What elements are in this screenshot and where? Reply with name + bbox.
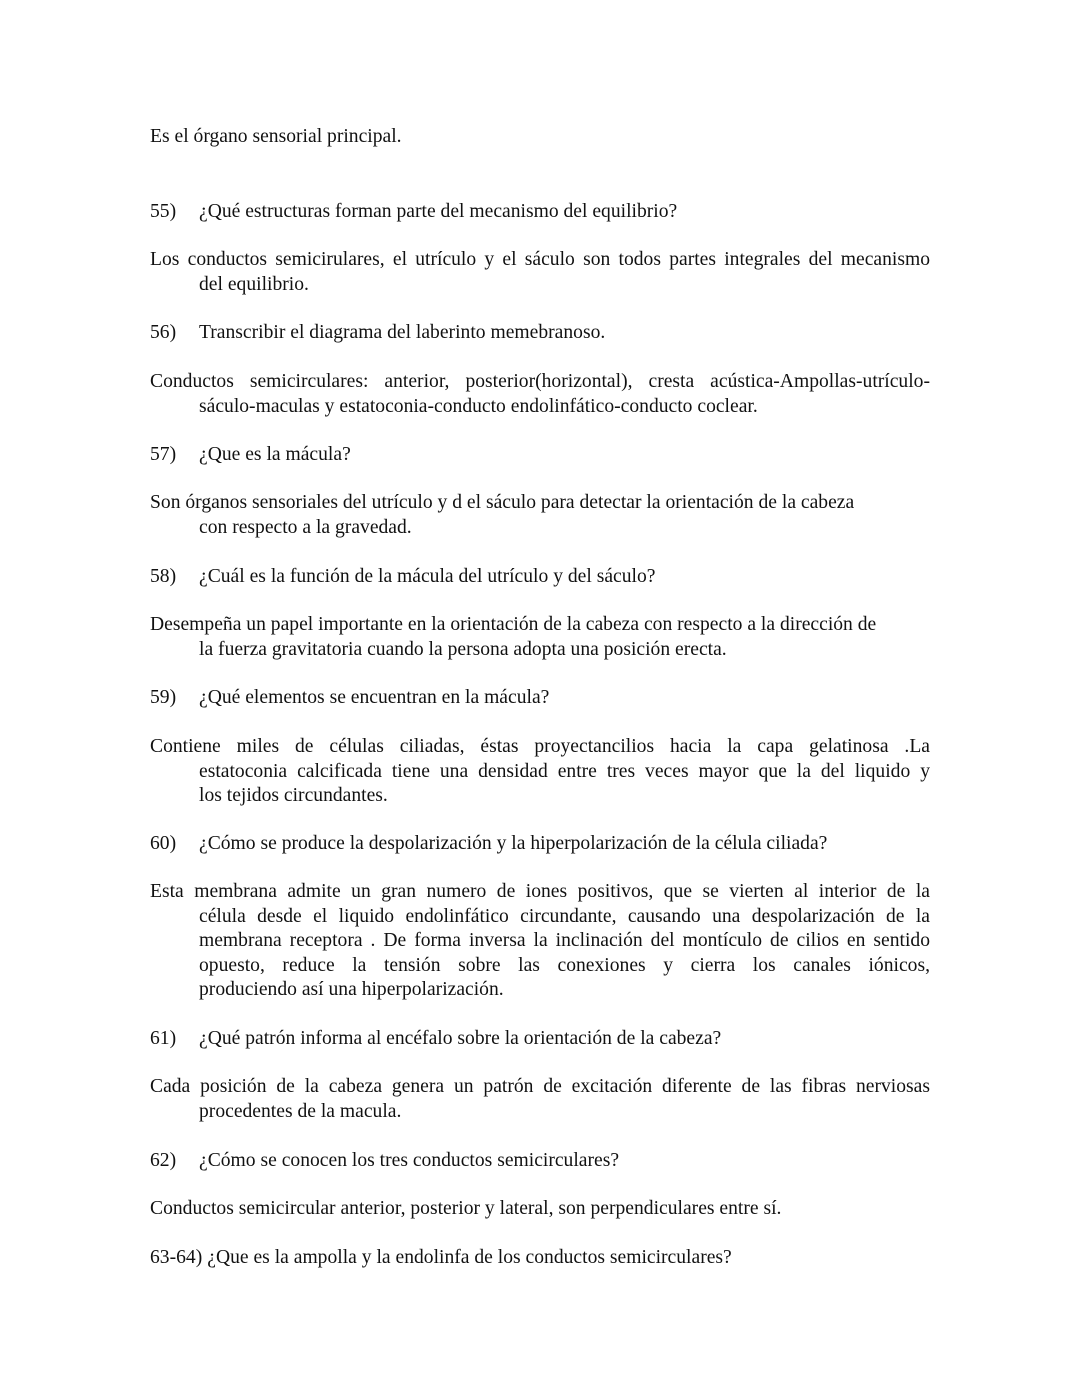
answer-line: Desempeña un papel importante en la orientación de la cabeza con respecto a la dirección de — [150, 614, 877, 635]
question-number: 55) — [150, 201, 177, 222]
answer-line: Es el órgano sensorial principal. — [150, 126, 402, 147]
answer-line: Cada posición de la cabeza genera un patrón de excitación diferente de las fibras nerviosas — [150, 1076, 930, 1097]
question-line — [150, 1149, 930, 1174]
question-text: ¿Cuál es la función de la mácula del utrículo y del sáculo? — [199, 566, 656, 587]
answer-paragraph — [150, 613, 930, 662]
answer-line: Contiene miles de células ciliadas, éstas proyectancilios hacia la capa gelatinosa .La — [150, 736, 930, 757]
answer-line: Conductos semicirculares: anterior, posterior(horizontal), cresta acústica-Ampollas-utrículo- — [150, 371, 930, 392]
question-heading — [150, 200, 930, 225]
answer-paragraph — [150, 1075, 930, 1124]
question-text: ¿Que es la ampolla y la endolinfa de los conductos semicirculares? — [207, 1247, 732, 1268]
answer-paragraph — [150, 735, 930, 809]
question-heading — [150, 832, 930, 857]
answer-paragraph — [150, 248, 930, 297]
question-number: 60) — [150, 833, 177, 854]
question-text: ¿Cómo se produce la despolarización y la hiperpolarización de la célula ciliada? — [199, 833, 828, 854]
answer-line: Esta membrana admite un gran numero de iones positivos, que se vierten al interior de la — [150, 881, 930, 902]
answer-line: los tejidos circundantes. — [199, 785, 388, 807]
question-heading — [150, 1149, 930, 1174]
question-number: 58) — [150, 566, 177, 587]
question-line — [150, 565, 930, 590]
question-line — [150, 686, 930, 711]
question-text: Transcribir el diagrama del laberinto memebranoso. — [199, 322, 606, 343]
question-line — [150, 443, 930, 468]
answer-line: del equilibrio. — [199, 273, 309, 295]
question-heading — [150, 686, 930, 711]
question-number: 56) — [150, 322, 177, 343]
answer-line: Conductos semicircular anterior, posterior y lateral, son perpendiculares entre sí. — [150, 1198, 782, 1219]
answer-line: opuesto, reduce la tensión sobre las conexiones y cierra los canales iónicos, — [199, 954, 930, 976]
question-text: ¿Qué estructuras forman parte del mecanismo del equilibrio? — [199, 201, 678, 222]
answer-line: produciendo así una hiperpolarización. — [199, 979, 504, 1001]
answer-line: célula desde el liquido endolinfático circundante, causando una despolarización de la — [199, 905, 930, 927]
answer-line: membrana receptora . De forma inversa la inclinación del montículo de cilios en sentido — [199, 930, 930, 952]
question-number: 57) — [150, 444, 177, 465]
question-number: 62) — [150, 1150, 177, 1171]
question-number: 63-64) — [150, 1247, 203, 1268]
question-text: ¿Cómo se conocen los tres conductos semicirculares? — [199, 1150, 620, 1171]
question-line — [150, 321, 930, 346]
question-heading — [150, 565, 930, 590]
answer-paragraph — [150, 125, 930, 150]
question-number: 59) — [150, 687, 177, 708]
question-heading — [150, 1246, 930, 1271]
answer-paragraph — [150, 880, 930, 1003]
question-text: ¿Qué elementos se encuentran en la mácula? — [199, 687, 550, 708]
answer-line: Los conductos semicirulares, el utrículo y el sáculo son todos partes integrales del mecanismo — [150, 249, 930, 270]
answer-line: estatoconia calcificada tiene una densidad entre tres veces mayor que la del liquido y — [199, 760, 930, 782]
answer-paragraph — [150, 370, 930, 419]
answer-line: con respecto a la gravedad. — [199, 516, 412, 538]
question-line — [150, 832, 930, 857]
question-heading — [150, 1027, 930, 1052]
question-text: ¿Que es la mácula? — [199, 444, 351, 465]
question-heading — [150, 321, 930, 346]
answer-paragraph — [150, 1197, 930, 1222]
question-text: ¿Qué patrón informa al encéfalo sobre la orientación de la cabeza? — [199, 1028, 722, 1049]
answer-line: procedentes de la macula. — [199, 1100, 402, 1122]
question-line — [150, 1027, 930, 1052]
question-line — [150, 1246, 930, 1271]
question-number: 61) — [150, 1028, 177, 1049]
answer-paragraph — [150, 491, 930, 540]
answer-line: Son órganos sensoriales del utrículo y d el sáculo para detectar la orientación de la cabeza — [150, 492, 855, 513]
question-line — [150, 200, 930, 225]
answer-line: la fuerza gravitatoria cuando la persona adopta una posición erecta. — [199, 638, 727, 660]
answer-line: sáculo-maculas y estatoconia-conducto endolinfático-conducto coclear. — [199, 395, 758, 417]
question-heading — [150, 443, 930, 468]
